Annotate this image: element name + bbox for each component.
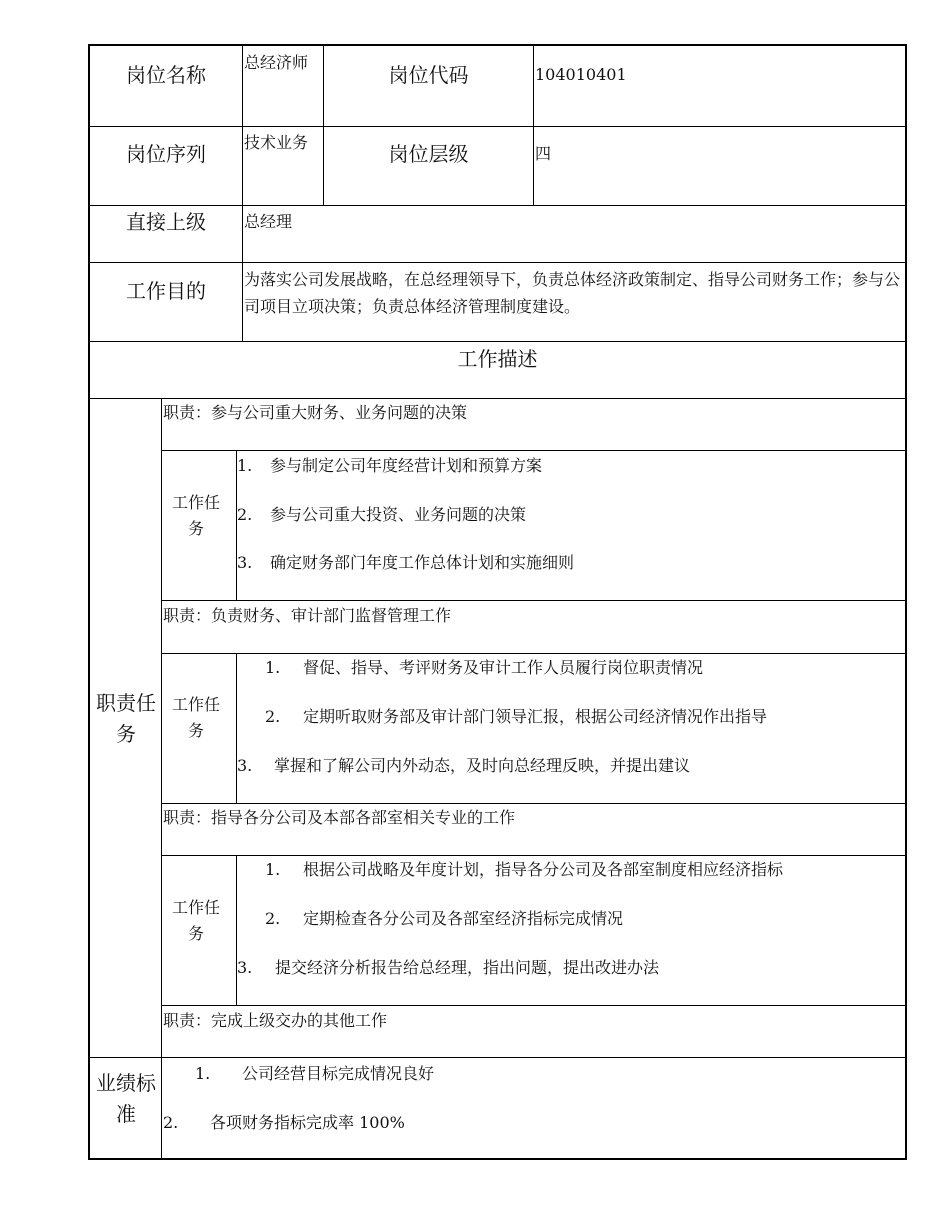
purpose-label: 工作目的 (126, 279, 206, 303)
row-divider (88, 341, 907, 342)
row-divider (88, 398, 907, 399)
table-border-top (88, 44, 907, 46)
task-number: 1. (265, 860, 281, 879)
purpose-value: 为落实公司发展战略，在总经理领导下，负责总体经济政策制定、指导公司财务工作；参与公司项目立项决策；负责总体经济管理制度建设。 (244, 270, 901, 316)
duty-title: 职责：参与公司重大财务、业务问题的决策 (163, 403, 468, 422)
row-divider (161, 803, 907, 804)
task-number: 2. (265, 909, 281, 928)
task-number: 2. (265, 707, 281, 726)
superior-value: 总经理 (244, 212, 293, 231)
task-label: 工作任务 (171, 898, 220, 943)
task-text: 掌握和了解公司内外动态，及时向总经理反映，并提出建议 (274, 756, 691, 775)
task-number: 2. (237, 505, 253, 524)
table-border-right (905, 44, 907, 1160)
position-code-label: 岗位代码 (388, 63, 469, 87)
performance-text: 公司经营目标完成情况良好 (242, 1064, 435, 1083)
task-text: 提交经济分析报告给总经理，指出问题，提出改进办法 (275, 958, 660, 977)
task-text: 根据公司战略及年度计划，指导各分公司及各部室制度相应经济指标 (303, 860, 784, 879)
task-number: 1. (237, 456, 253, 475)
row-divider (88, 205, 907, 206)
task-text: 定期听取财务部及审计部门领导汇报，根据公司经济情况作出指导 (303, 707, 768, 726)
col-divider (242, 44, 243, 342)
performance-number: 1. (195, 1064, 211, 1083)
col-divider (161, 398, 162, 1159)
task-text: 确定财务部门年度工作总体计划和实施细则 (270, 553, 575, 572)
task-number: 3. (237, 553, 253, 572)
row-divider (161, 1005, 907, 1006)
sequence-label: 岗位序列 (126, 142, 206, 166)
duty-title: 职责：指导各分公司及本部各部室相关专业的工作 (163, 808, 516, 827)
task-text: 参与公司重大投资、业务问题的决策 (270, 505, 527, 524)
task-number: 1. (265, 658, 281, 677)
performance-label: 业绩标准 (96, 1071, 156, 1126)
col-divider (533, 44, 534, 206)
task-number: 3. (237, 756, 253, 775)
level-value: 四 (535, 144, 552, 163)
performance-number: 2. (163, 1113, 179, 1132)
position-name-value: 总经济师 (244, 53, 309, 72)
sequence-value: 技术业务 (244, 133, 309, 152)
table-border-bottom (88, 1158, 907, 1160)
col-divider (236, 855, 237, 1006)
position-code-value: 104010401 (535, 65, 627, 84)
row-divider (88, 126, 907, 127)
duty-title: 职责：完成上级交办的其他工作 (163, 1011, 388, 1030)
task-text: 参与制定公司年度经营计划和预算方案 (270, 456, 543, 475)
position-name-label: 岗位名称 (126, 63, 206, 87)
duty-title: 职责：负责财务、审计部门监督管理工作 (163, 606, 452, 625)
performance-text: 各项财务指标完成率 100% (210, 1113, 405, 1132)
row-divider (88, 1057, 907, 1058)
task-label: 工作任务 (171, 493, 220, 538)
task-number: 3. (237, 958, 253, 977)
row-divider (161, 653, 907, 654)
row-divider (161, 450, 907, 451)
level-label: 岗位层级 (388, 142, 469, 166)
section-title: 工作描述 (457, 347, 538, 371)
row-divider (88, 262, 907, 263)
row-divider (161, 855, 907, 856)
duties-label: 职责任务 (96, 691, 156, 746)
task-label: 工作任务 (171, 695, 220, 740)
superior-label: 直接上级 (126, 210, 206, 234)
task-text: 督促、指导、考评财务及审计工作人员履行岗位职责情况 (303, 658, 704, 677)
row-divider (161, 600, 907, 601)
task-text: 定期检查各分公司及各部室经济指标完成情况 (303, 909, 624, 928)
col-divider (236, 653, 237, 804)
